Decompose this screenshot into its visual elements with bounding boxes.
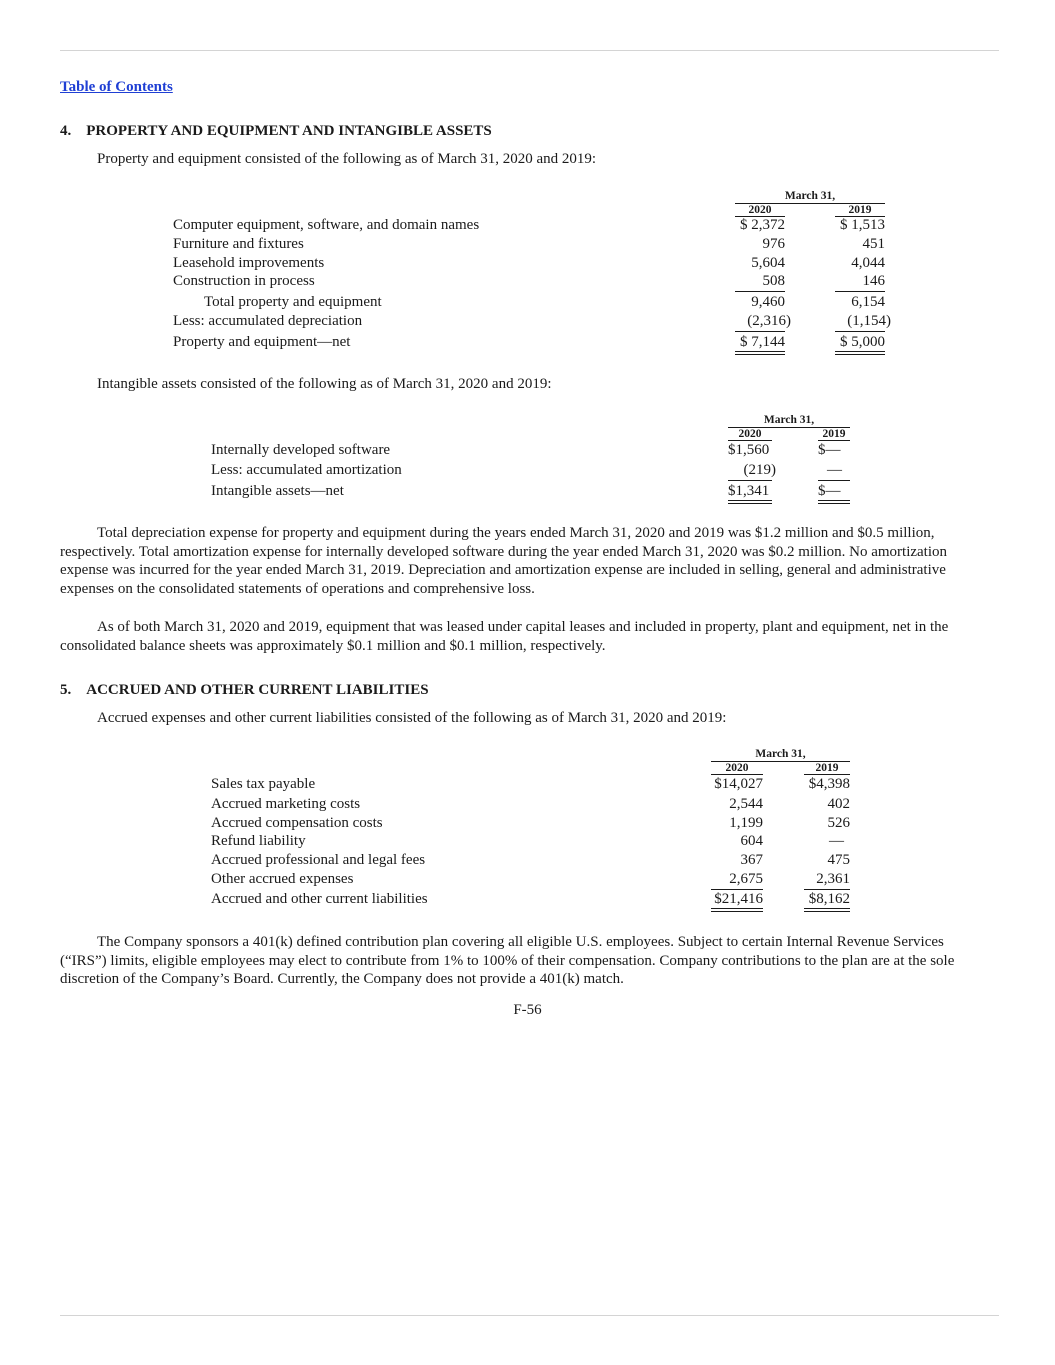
table-row-label: Internally developed software: [211, 442, 391, 458]
table-period-header: March 31,: [755, 748, 806, 760]
table-row-label: Furniture and fixtures: [173, 236, 304, 252]
table-cell-2019: —: [827, 462, 842, 478]
subtotal-rule: [818, 480, 850, 481]
year-header-2020: 2020: [735, 204, 785, 217]
year-header-2019: 2019: [835, 204, 885, 217]
table-row-label: Leasehold improvements: [173, 255, 325, 271]
total-double-rule: [818, 500, 850, 504]
year-header-2019: 2019: [804, 762, 850, 775]
table-row-label: Total property and equipment: [204, 294, 382, 310]
table-cell-2020: $21,416: [714, 891, 763, 907]
table-row-label: Other accrued expenses: [211, 871, 354, 887]
table-cell-2019: (1,154): [847, 313, 891, 329]
table-cell-2019: 451: [862, 236, 885, 252]
table-cell-2020: (2,316): [747, 313, 791, 329]
table-cell-2019: 526: [827, 815, 850, 831]
table-cell-2019: 402: [827, 796, 850, 812]
table-cell-2019: $8,162: [808, 891, 850, 907]
table-cell-2019: $ 5,000: [840, 334, 885, 350]
table-cell-2020: 5,604: [751, 255, 785, 271]
table-cell-2019: 4,044: [851, 255, 885, 271]
capital-leases-paragraph: As of both March 31, 2020 and 2019, equipment that was leased under capital leases and included in property, plant and equipment, net in the consolidated balance sheets was approximately $0.1 million and $0.1 million, respectively.: [60, 619, 949, 654]
table-cell-2019: 146: [862, 273, 885, 289]
table-cell-2020: 367: [740, 852, 763, 868]
table-cell-2020: $1,560: [728, 442, 770, 458]
year-header-2020: 2020: [728, 428, 772, 441]
section-5-heading: 5. ACCRUED AND OTHER CURRENT LIABILITIES: [60, 682, 429, 698]
retirement-plan-paragraph: The Company sponsors a 401(k) defined contribution plan covering all eligible U.S. employees. Subject to certain Internal Revenue Services (“IRS”) limits, eligible employees may elect to contribute from 1% to 100% of their compensation. Company contributions to the plan are at the sole discretion of the Company’s Board. Currently, the Company does not provide a 401(k) match.: [60, 934, 955, 988]
page-number: F-56: [513, 1002, 542, 1018]
table-cell-2019: 475: [827, 852, 850, 868]
table-row-label: Accrued compensation costs: [211, 815, 383, 831]
table-cell-2020: 1,199: [729, 815, 763, 831]
table-cell-2020: $1,341: [728, 483, 770, 499]
section-5-intro: Accrued expenses and other current liabilities consisted of the following as of March 31, 2020 and 2019:: [97, 710, 727, 726]
depreciation-paragraph: Total depreciation expense for property and equipment during the years ended March 31, 2020 and 2019 was $1.2 million and $0.5 million, respectively. Total amortization expense for internally developed software during the year ended March 31, 2020 was $0.2 million. No amortization expense was incurred for the year ended March 31, 2019. Depreciation and amortization expense are included in selling, general and administrative expenses on the consolidated statements of operations and comprehensive loss.: [60, 525, 948, 597]
table-cell-2019: —: [829, 833, 844, 849]
table-cell-2019: $—: [818, 483, 841, 499]
section-4-intro: Property and equipment consisted of the following as of March 31, 2020 and 2019:: [97, 151, 597, 167]
subtotal-rule: [735, 331, 785, 332]
subtotal-rule: [835, 291, 885, 292]
total-double-rule: [804, 908, 850, 912]
table-cell-2019: $4,398: [808, 776, 850, 792]
table-row-label: Sales tax payable: [211, 776, 316, 792]
table-row-label: Less: accumulated amortization: [211, 462, 402, 478]
table-row-label: Less: accumulated depreciation: [173, 313, 363, 329]
year-header-2020: 2020: [711, 762, 763, 775]
table-cell-2019: 6,154: [851, 294, 885, 310]
top-rule: [60, 50, 999, 51]
table-row-label: Accrued professional and legal fees: [211, 852, 426, 868]
intangible-intro: Intangible assets consisted of the following as of March 31, 2020 and 2019:: [97, 376, 552, 392]
table-row-label: Construction in process: [173, 273, 315, 289]
table-cell-2020: 508: [762, 273, 785, 289]
subtotal-rule: [804, 889, 850, 890]
table-cell-2020: 2,544: [729, 796, 763, 812]
table-row-label: Refund liability: [211, 833, 306, 849]
table-row-label: Accrued marketing costs: [211, 796, 361, 812]
bottom-rule: [60, 1315, 999, 1316]
table-cell-2020: 976: [762, 236, 785, 252]
total-double-rule: [711, 908, 763, 912]
table-cell-2020: 9,460: [751, 294, 785, 310]
table-period-header: March 31,: [784, 190, 836, 202]
table-cell-2019: 2,361: [816, 871, 850, 887]
table-cell-2020: $ 7,144: [740, 334, 785, 350]
total-double-rule: [735, 351, 785, 355]
table-cell-2019: $ 1,513: [840, 217, 885, 233]
table-cell-2019: $—: [818, 442, 841, 458]
table-cell-2020: 2,675: [729, 871, 763, 887]
section-4-heading: 4. PROPERTY AND EQUIPMENT AND INTANGIBLE ASSETS: [60, 123, 492, 139]
subtotal-rule: [728, 480, 772, 481]
subtotal-rule: [735, 291, 785, 292]
year-header-2019: 2019: [818, 428, 850, 441]
table-cell-2020: 604: [740, 833, 763, 849]
table-cell-2020: $14,027: [714, 776, 763, 792]
table-row-label: Intangible assets—net: [211, 483, 344, 499]
table-row-label: Accrued and other current liabilities: [211, 891, 428, 907]
table-period-header: March 31,: [763, 414, 815, 426]
total-double-rule: [835, 351, 885, 355]
subtotal-rule: [835, 331, 885, 332]
subtotal-rule: [711, 889, 763, 890]
table-of-contents-link[interactable]: Table of Contents: [60, 79, 173, 95]
total-double-rule: [728, 500, 772, 504]
table-row-label: Property and equipment—net: [173, 334, 351, 350]
table-row-label: Computer equipment, software, and domain names: [173, 217, 480, 233]
table-cell-2020: (219): [743, 462, 776, 478]
table-cell-2020: $ 2,372: [740, 217, 785, 233]
